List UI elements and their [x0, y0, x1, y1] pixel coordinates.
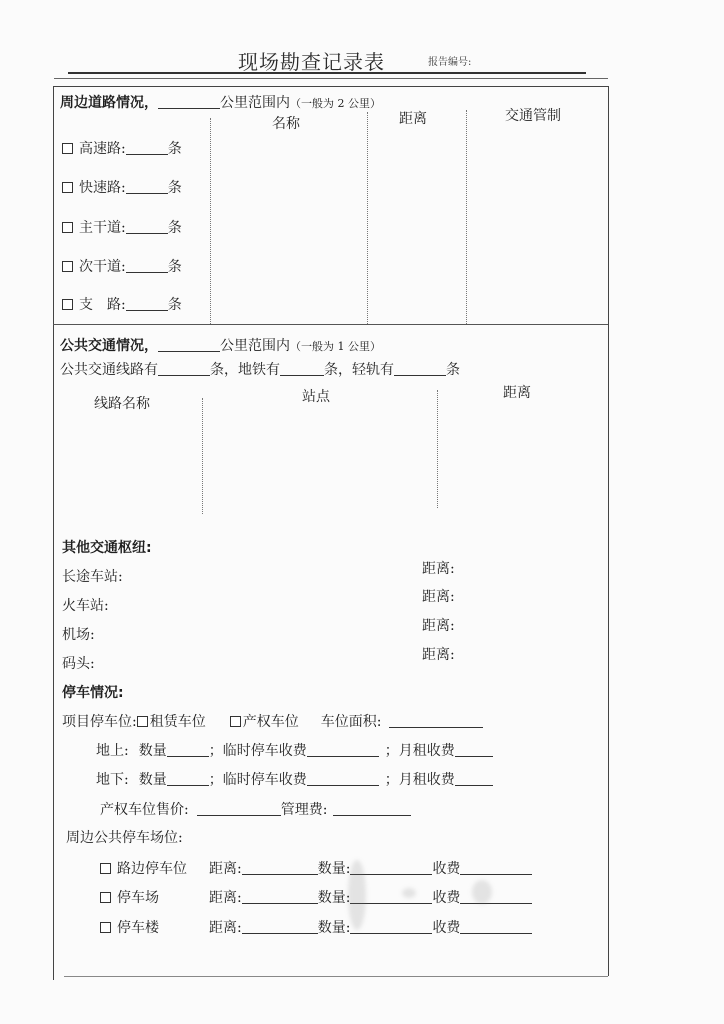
checkbox[interactable]: [62, 222, 73, 233]
road-count-blank[interactable]: [126, 296, 168, 311]
public-parking-garage: [100, 919, 532, 935]
hub-distance-label: 距离:: [422, 618, 455, 634]
road-item-highway[interactable]: [62, 140, 182, 156]
transit-divider-2: [437, 390, 438, 508]
transit-divider-1: [202, 398, 203, 514]
road-count-blank[interactable]: [126, 140, 168, 155]
road-item-branch[interactable]: [62, 296, 182, 312]
roads-divider-1: [210, 118, 211, 324]
checkbox[interactable]: [62, 299, 73, 310]
monthly-fee-label: ；月租收费: [384, 743, 455, 759]
road-item-label: 快速路:: [79, 180, 126, 196]
frame-bottom: [64, 976, 608, 977]
project-parking-row: [62, 713, 483, 729]
underground-label: 地下:: [96, 772, 129, 788]
ground-parking-row: [96, 742, 493, 758]
road-item-label: 高速路:: [79, 141, 126, 157]
hub-pier: 码头:: [62, 656, 95, 672]
ground-monthly-fee-blank[interactable]: [455, 742, 493, 757]
frame-top: [53, 86, 608, 87]
hub-distance-label: 距离:: [422, 647, 455, 663]
qty-label: 数量:: [317, 861, 351, 877]
qty-label: 数量:: [317, 890, 351, 906]
roads-divider-3: [466, 110, 467, 324]
subway-label: 条，地铁有: [210, 362, 280, 378]
transit-heading-row: [60, 337, 381, 353]
checkbox[interactable]: [100, 922, 111, 933]
transit-col-distance: 距离: [503, 385, 531, 401]
unit-label: 条: [167, 141, 182, 157]
street-fee-blank[interactable]: [460, 860, 532, 875]
unit-label: 条: [167, 180, 182, 196]
transit-range-blank[interactable]: [158, 337, 220, 352]
public-parking-lot: [100, 889, 532, 905]
mgmt-fee-label: 管理费:: [280, 802, 328, 818]
checkbox[interactable]: [100, 863, 111, 874]
fee-label: 收费: [432, 890, 461, 906]
underground-parking-row: [96, 771, 493, 787]
scan-smudge: [348, 860, 366, 930]
roads-bottom-rule: [53, 324, 608, 325]
road-count-blank[interactable]: [126, 179, 168, 194]
road-item-label: 支 路:: [79, 297, 126, 313]
project-parking-label: 项目停车位:: [62, 714, 137, 730]
underground-temp-fee-blank[interactable]: [307, 771, 379, 786]
checkbox[interactable]: [62, 143, 73, 154]
transit-lines-label: 公共交通线路有: [60, 362, 158, 378]
qty-label: 数量: [138, 743, 167, 759]
roads-range-label: 公里范围内: [220, 95, 290, 111]
hub-long-distance-bus: 长途车站:: [62, 569, 123, 585]
unit-label: 条: [167, 297, 182, 313]
public-parking-heading: 周边公共停车场位:: [66, 830, 183, 846]
temp-fee-label: ；临时停车收费: [208, 743, 307, 759]
owned-parking-label: 产权车位: [242, 714, 299, 730]
light-rail-lines-blank[interactable]: [394, 361, 446, 376]
hubs-heading: 其他交通枢纽:: [62, 540, 152, 556]
hub-train-station: 火车站:: [62, 598, 109, 614]
rental-parking-label: 租赁车位: [149, 714, 206, 730]
qty-label: 数量:: [317, 920, 351, 936]
frame-left: [53, 86, 54, 980]
roads-range-blank[interactable]: [158, 94, 220, 109]
road-item-secondary[interactable]: [62, 258, 182, 274]
public-parking-street: [100, 860, 532, 876]
owned-price-label: 产权车位售价:: [100, 802, 189, 818]
lot-distance-blank[interactable]: [242, 889, 318, 904]
header-rule-top: [68, 72, 586, 74]
garage-fee-blank[interactable]: [460, 919, 532, 934]
road-item-arterial[interactable]: [62, 219, 182, 235]
ground-temp-fee-blank[interactable]: [307, 742, 379, 757]
fee-label: 收费: [432, 920, 461, 936]
unit-label: 条: [446, 362, 460, 378]
hub-distance-label: 距离:: [422, 589, 455, 605]
transit-range-label: 公里范围内: [220, 338, 290, 354]
monthly-fee-label: ；月租收费: [384, 772, 455, 788]
header-rule-bottom: [54, 78, 608, 79]
checkbox[interactable]: [62, 182, 73, 193]
scan-smudge: [402, 888, 416, 898]
parking-heading: 停车情况:: [62, 685, 124, 701]
temp-fee-label: ；临时停车收费: [208, 772, 307, 788]
page-title: 现场勘查记录表: [238, 50, 385, 74]
garage-distance-blank[interactable]: [242, 919, 318, 934]
distance-label: 距离:: [209, 890, 242, 906]
roads-heading-row: [60, 94, 381, 110]
transit-lines-row: [60, 361, 460, 377]
checkbox[interactable]: [230, 716, 241, 727]
frame-right: [608, 86, 609, 976]
underground-monthly-fee-blank[interactable]: [455, 771, 493, 786]
transit-col-line: 线路名称: [94, 396, 150, 412]
roads-range-note: （一般为 2 公里）: [290, 97, 381, 110]
hub-airport: 机场:: [62, 627, 95, 643]
parking-area-blank[interactable]: [389, 713, 483, 728]
unit-label: 条: [167, 259, 182, 275]
scan-smudge: [472, 880, 492, 904]
checkbox[interactable]: [137, 716, 148, 727]
underground-qty-blank[interactable]: [167, 771, 209, 786]
public-parking-type: 停车楼: [117, 920, 159, 936]
transit-col-station: 站点: [302, 389, 330, 405]
parking-area-label: 车位面积:: [320, 714, 382, 730]
fee-label: 收费: [432, 861, 461, 877]
street-distance-blank[interactable]: [242, 860, 318, 875]
qty-label: 数量: [138, 772, 167, 788]
road-count-blank[interactable]: [126, 219, 168, 234]
hub-distance-label: 距离:: [422, 561, 455, 577]
roads-heading: 周边道路情况，: [60, 95, 158, 111]
transit-heading: 公共交通情况，: [60, 338, 158, 354]
owned-price-blank[interactable]: [197, 801, 281, 816]
roads-divider-2: [367, 112, 368, 324]
bus-lines-blank[interactable]: [158, 361, 210, 376]
ground-qty-blank[interactable]: [167, 742, 209, 757]
report-number-label: 报告编号:: [428, 57, 472, 68]
checkbox[interactable]: [100, 892, 111, 903]
light-rail-label: 条，轻轨有: [324, 362, 394, 378]
roads-col-traffic: 交通管制: [505, 108, 561, 124]
unit-label: 条: [167, 220, 182, 236]
road-item-expressway[interactable]: [62, 179, 182, 195]
roads-col-distance: 距离: [399, 111, 427, 127]
public-parking-type: 停车场: [117, 890, 159, 906]
roads-col-name: 名称: [272, 116, 300, 132]
mgmt-fee-blank[interactable]: [333, 801, 411, 816]
distance-label: 距离:: [209, 861, 242, 877]
checkbox[interactable]: [62, 261, 73, 272]
subway-lines-blank[interactable]: [280, 361, 324, 376]
owned-price-row: [100, 801, 411, 817]
public-parking-type: 路边停车位: [117, 861, 187, 877]
ground-label: 地上:: [96, 743, 129, 759]
transit-range-note: （一般为 1 公里）: [290, 340, 381, 353]
road-count-blank[interactable]: [126, 258, 168, 273]
road-item-label: 次干道:: [79, 259, 126, 275]
distance-label: 距离:: [209, 920, 242, 936]
road-item-label: 主干道:: [79, 220, 126, 236]
